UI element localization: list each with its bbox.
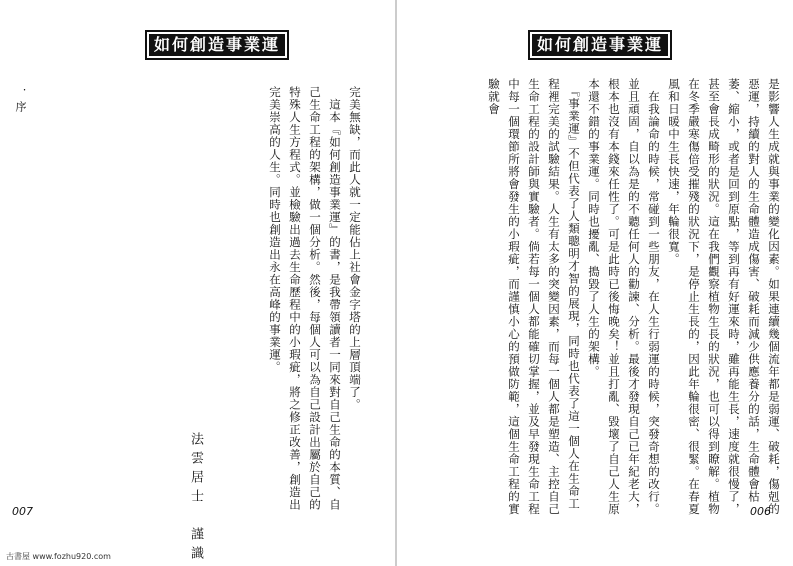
author-signature: 法雲居士 謹識 — [188, 432, 203, 565]
right-banner-title: 如何創造事業運 — [528, 30, 672, 60]
left-body-text: 完美無缺，而此人就一定能佔上社會金字塔的上層頂端了。 這本『如何創造事業運』的書，是我帶領讀者一同來對自己生命的本質、自己生命工程的架構，做一個分析。然後，每個人可以為自己設計出屬於自己的特殊人生方程式。並檢驗出過去生命歷程中的小瑕疵，將之修正改善，創造出完美崇高的人生。同時也創造出永在高峰的事業運。 — [268, 86, 362, 511]
preface-side-label: ．序 — [14, 88, 27, 114]
right-page — [396, 0, 793, 566]
left-page-number: 007 — [12, 505, 33, 518]
left-page — [0, 0, 396, 566]
right-body-text: 是影響人生成就與事業的變化因素。如果連續幾個流年都是弱運、破耗，傷剋的惡運，持續的對人的生命體造成傷害、破耗而減少供應養分的話，生命體會枯萎、縮小，或者是回到原點，等到再有好運來時，雖再能生長，速度就很慢了，甚至會長成畸形的狀況。這在我們觀察植物生長的狀況，也可以得到瞭解。植物在冬季嚴寒傷倍受摧殘的狀況下，是停止生長的，因此年輪很密、很緊。在春夏風和日暖中生長快速，年輪很寬。 在我論命的時候，常碰到一些朋友，在人生行弱運的時候，突發奇想的改行。並且頑固，自以為是的不聽任何人的勸諫、分析。最後才發現自己已年紀老大，根本也沒有本錢來任性了。可是此時已後悔晚矣！並且打亂、毀壞了自己人生原本還不錯的事業運。同時也擾亂、搗毀了人生的架構。 『事業運』不但代表了人類聰明才智的展現，同時也代表了這一個人在生命工程裡完美的試驗結果。人生有太多的突變因素，而每一個人都是塑造、主控自己生命工程的設計師與實驗者。倘若每一個人都能確切掌握，並及早發現生命工程中每一個環節所將會發生的小瑕疵，而謹慎小心的預做防範，這個生命工程的實驗就會 — [487, 78, 781, 516]
right-page-number: 006 — [750, 505, 771, 518]
site-watermark: 古書屋 www.fozhu920.com — [6, 552, 111, 561]
left-banner-title: 如何創造事業運 — [145, 30, 289, 60]
